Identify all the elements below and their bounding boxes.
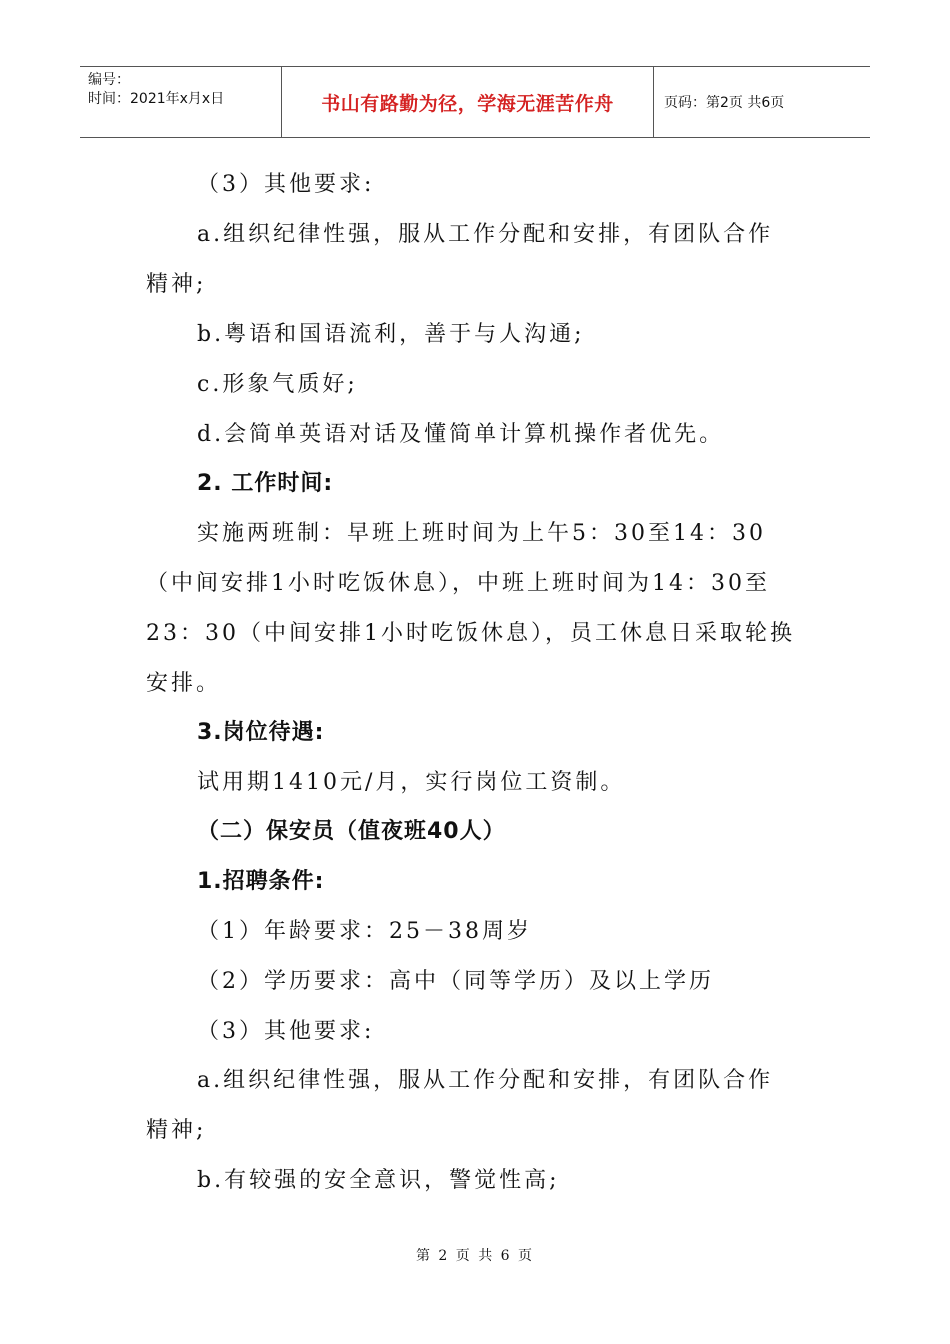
- header-motto-cell: [282, 67, 654, 137]
- section-heading: 2. 工作时间:: [197, 471, 334, 496]
- paragraph-line: d.会简单英语对话及懂简单计算机操作者优先。: [197, 422, 725, 447]
- paragraph-line: （2）学历要求：高中（同等学历）及以上学历: [197, 969, 714, 994]
- paragraph-line: c.形象气质好;: [197, 372, 358, 397]
- paragraph-line: （3）其他要求:: [197, 172, 375, 197]
- paragraph-line: 精神;: [146, 1118, 207, 1143]
- paragraph-line: a.组织纪律性强，服从工作分配和安排，有团队合作: [197, 1068, 774, 1093]
- page-header: [80, 66, 870, 138]
- section-heading: 1.招聘条件:: [197, 869, 325, 894]
- header-page-info: 页码：第2页 共6页: [664, 95, 785, 111]
- section-heading: （二）保安员（值夜班40人）: [197, 819, 506, 844]
- paragraph-line: （中间安排1小时吃饭休息），中班上班时间为14：30至: [146, 571, 770, 596]
- paragraph-line: 实施两班制：早班上班时间为上午5：30至14：30: [197, 521, 766, 546]
- paragraph-line: b.有较强的安全意识，警觉性高;: [197, 1168, 560, 1193]
- paragraph-line: b.粤语和国语流利，善于与人沟通;: [197, 322, 585, 347]
- paragraph-line: 试用期1410元/月，实行岗位工资制。: [197, 770, 626, 795]
- document-number-label: 编号：: [88, 72, 130, 88]
- header-meta: [80, 67, 282, 137]
- paragraph-line: （1）年龄要求：25－38周岁: [197, 919, 532, 944]
- paragraph-line: 精神;: [146, 272, 207, 297]
- paragraph-line: 安排。: [146, 671, 222, 696]
- paragraph-line: （3）其他要求:: [197, 1019, 375, 1044]
- document-date: 时间：2021年x月x日: [88, 91, 225, 107]
- page-footer: 第 2 页 共 6 页: [415, 1248, 535, 1264]
- paragraph-line: 23：30（中间安排1小时吃饭休息），员工休息日采取轮换: [146, 621, 795, 646]
- section-heading: 3.岗位待遇:: [197, 720, 325, 745]
- paragraph-line: a.组织纪律性强，服从工作分配和安排，有团队合作: [197, 222, 774, 247]
- header-motto: 书山有路勤为径，学海无涯苦作舟: [321, 92, 614, 115]
